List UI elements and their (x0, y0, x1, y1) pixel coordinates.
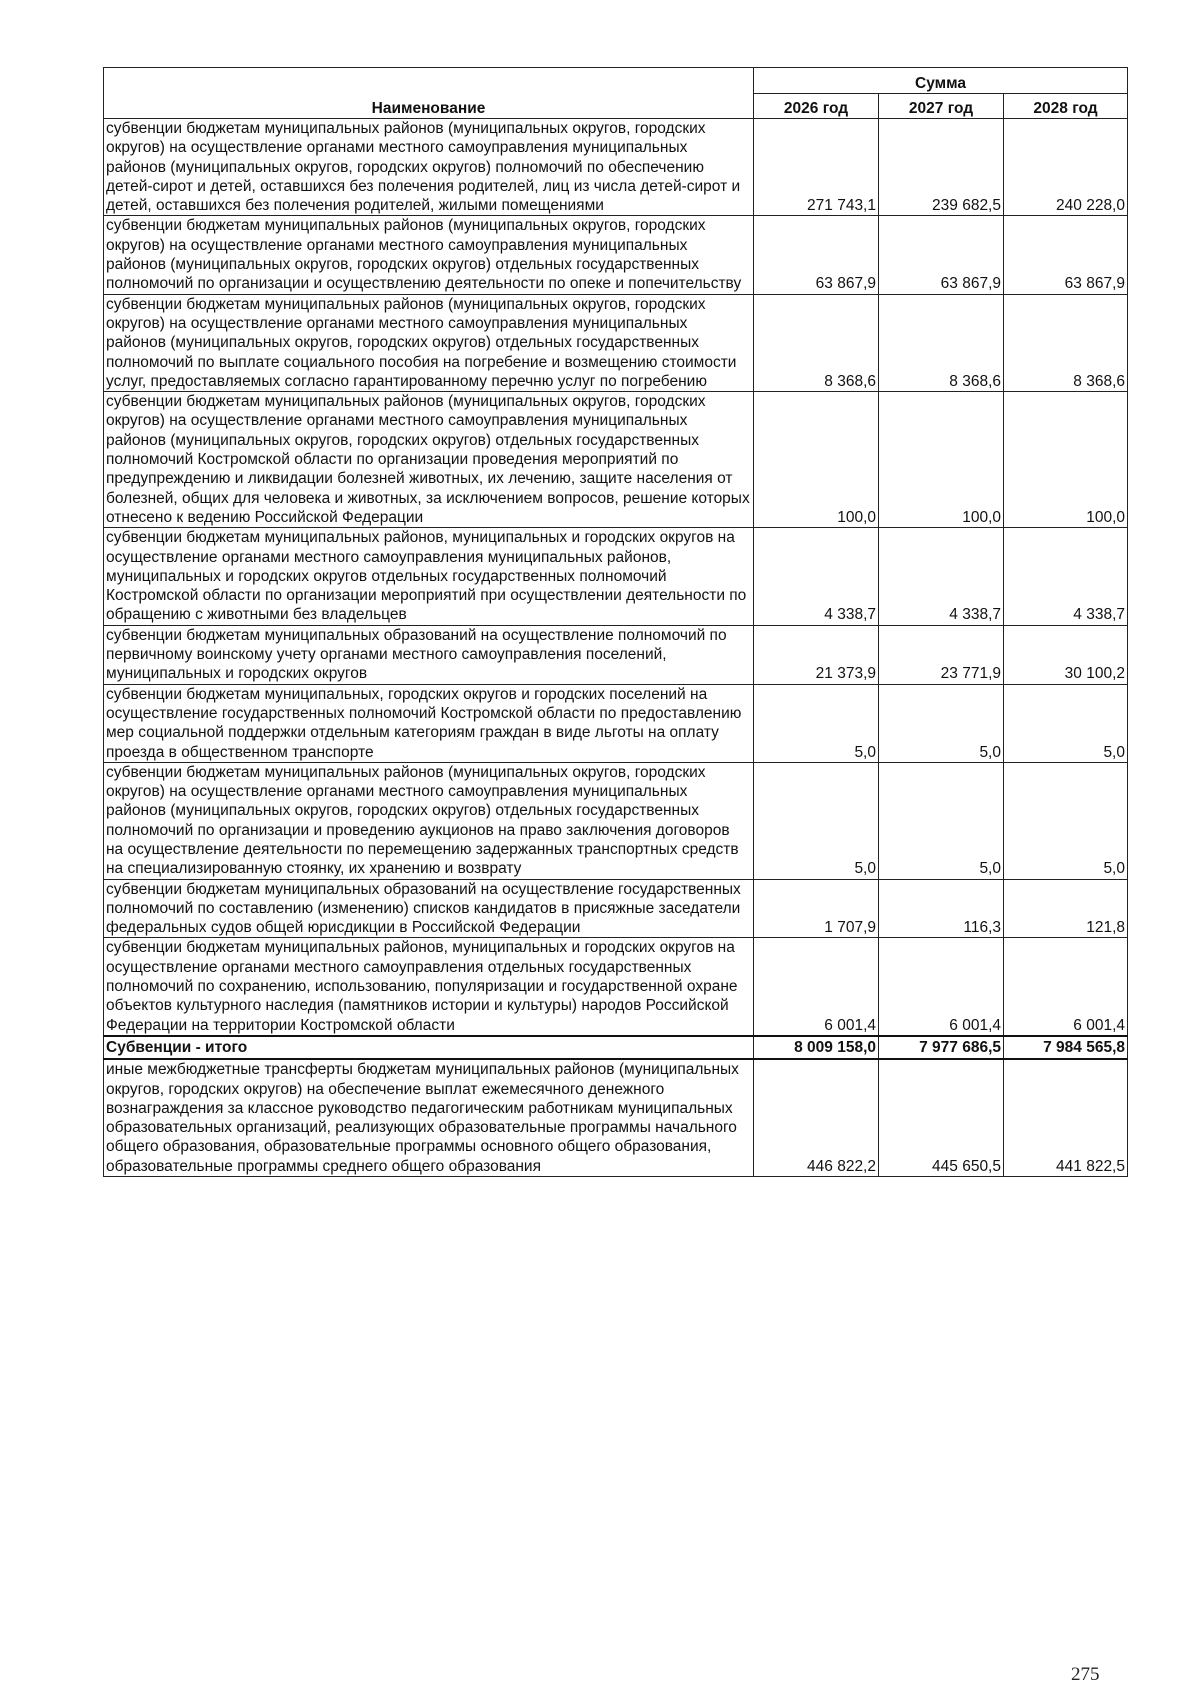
row-value-2028: 63 867,9 (1004, 216, 1128, 294)
total-value-2028: 7 984 565,8 (1004, 1036, 1128, 1059)
total-value-2026: 8 009 158,0 (754, 1036, 879, 1059)
column-header-2026: 2026 год (754, 94, 879, 119)
table-row (104, 938, 1128, 1036)
row-value-2028: 8 368,6 (1004, 294, 1128, 391)
row-value-2028: 5,0 (1004, 684, 1128, 762)
budget-table (103, 67, 1128, 1177)
table-row (104, 528, 1128, 625)
row-value-2028: 240 228,0 (1004, 119, 1128, 216)
row-value-2026: 6 001,4 (754, 938, 879, 1036)
row-name: субвенции бюджетам муниципальных районов (муниципальных округов, городских округов) на осуществление органами местного самоуправления муниципальных районов (муниципальных округов, городских округов) отдельных государственных полномочий по организации и проведению аукционов на право заключения договоров на осуществление деятельности по перемещению задержанных транспортных средств на специализированную стоянку, их хранению и возврату (104, 762, 754, 879)
table-row (104, 392, 1128, 528)
row-value-2027: 5,0 (879, 762, 1004, 879)
row-name: субвенции бюджетам муниципальных районов (муниципальных округов, городских округов) на осуществление органами местного самоуправления муниципальных районов (муниципальных округов, городских округов) отдельных государственных полномочий Костромской области по организации проведения мероприятий по предупреждению и ликвидации болезней животных, их лечению, защите населения от болезней, общих для человека и животных, за исключением вопросов, решение которых отнесено к ведению Российской Федерации (104, 392, 754, 528)
column-header-name: Наименование (104, 68, 754, 119)
row-name: иные межбюджетные трансферты бюджетам муниципальных районов (муниципальных округов, городских округов) на обеспечение выплат ежемесячного денежного вознаграждения за классное руководство педагогическим работникам муниципальных образовательных организаций, реализующих образовательные программы начального общего образования, образовательные программы основного общего образования, образовательные программы среднего общего образования (104, 1059, 754, 1176)
page-number: 275 (1071, 1664, 1100, 1685)
row-name: субвенции бюджетам муниципальных районов (муниципальных округов, городских округов) на осуществление органами местного самоуправления муниципальных районов (муниципальных округов, городских округов) отдельных государственных полномочий по организации и осуществлению деятельности по опеке и попечительству (104, 216, 754, 294)
row-value-2026: 4 338,7 (754, 528, 879, 625)
row-value-2027: 6 001,4 (879, 938, 1004, 1036)
table-row (104, 216, 1128, 294)
table-row (104, 879, 1128, 938)
row-value-2027: 23 771,9 (879, 625, 1004, 684)
table-row (104, 684, 1128, 762)
row-value-2028: 30 100,2 (1004, 625, 1128, 684)
table-row (104, 762, 1128, 879)
column-header-sum: Сумма (754, 68, 1128, 94)
row-value-2026: 446 822,2 (754, 1059, 879, 1176)
total-label: Субвенции - итого (104, 1036, 754, 1059)
table-row (104, 1059, 1128, 1176)
row-value-2026: 8 368,6 (754, 294, 879, 391)
total-row (104, 1036, 1128, 1059)
table-row (104, 625, 1128, 684)
row-name: субвенции бюджетам муниципальных районов, муниципальных и городских округов на осуществление органами местного самоуправления отдельных государственных полномочий по сохранению, использованию, популяризации и государственной охране объектов культурного наследия (памятников истории и культуры) народов Российской Федерации на территории Костромской области (104, 938, 754, 1036)
row-value-2027: 4 338,7 (879, 528, 1004, 625)
row-value-2027: 5,0 (879, 684, 1004, 762)
row-value-2028: 100,0 (1004, 392, 1128, 528)
row-value-2026: 1 707,9 (754, 879, 879, 938)
row-value-2026: 21 373,9 (754, 625, 879, 684)
column-header-2027: 2027 год (879, 94, 1004, 119)
row-value-2027: 116,3 (879, 879, 1004, 938)
row-value-2026: 271 743,1 (754, 119, 879, 216)
row-name: субвенции бюджетам муниципальных районов (муниципальных округов, городских округов) на осуществление органами местного самоуправления муниципальных районов (муниципальных округов, городских округов) отдельных государственных полномочий по выплате социального пособия на погребение и возмещению стоимости услуг, предоставляемых согласно гарантированному перечню услуг по погребению (104, 294, 754, 391)
row-value-2027: 445 650,5 (879, 1059, 1004, 1176)
column-header-2028: 2028 год (1004, 94, 1128, 119)
row-name: субвенции бюджетам муниципальных районов (муниципальных округов, городских округов) на осуществление органами местного самоуправления муниципальных районов (муниципальных округов, городских округов) полномочий по обеспечению детей-сирот и детей, оставшихся без полечения родителей, лиц из числа детей-сирот и детей, оставшихся без полечения родителей, жилыми помещениями (104, 119, 754, 216)
row-name: субвенции бюджетам муниципальных образований на осуществление государственных полномочий по составлению (изменению) списков кандидатов в присяжные заседатели федеральных судов общей юрисдикции в Российской Федерации (104, 879, 754, 938)
row-value-2026: 100,0 (754, 392, 879, 528)
row-name: субвенции бюджетам муниципальных образований на осуществление полномочий по первичному воинскому учету органами местного самоуправления поселений, муниципальных и городских округов (104, 625, 754, 684)
row-value-2028: 5,0 (1004, 762, 1128, 879)
row-name: субвенции бюджетам муниципальных районов, муниципальных и городских округов на осуществление органами местного самоуправления муниципальных районов, муниципальных и городских округов отдельных государственных полномочий Костромской области по организации мероприятий при осуществлении деятельности по обращению с животными без владельцев (104, 528, 754, 625)
row-value-2026: 63 867,9 (754, 216, 879, 294)
total-value-2027: 7 977 686,5 (879, 1036, 1004, 1059)
row-value-2027: 8 368,6 (879, 294, 1004, 391)
row-value-2026: 5,0 (754, 684, 879, 762)
row-value-2028: 121,8 (1004, 879, 1128, 938)
row-value-2028: 4 338,7 (1004, 528, 1128, 625)
table-row (104, 119, 1128, 216)
table-body (104, 119, 1128, 1177)
row-value-2027: 239 682,5 (879, 119, 1004, 216)
row-value-2028: 441 822,5 (1004, 1059, 1128, 1176)
table-row (104, 294, 1128, 391)
row-name: субвенции бюджетам муниципальных, городских округов и городских поселений на осуществление государственных полномочий Костромской области по предоставлению мер социальной поддержки отдельным категориям граждан в виде льготы на оплату проезда в общественном транспорте (104, 684, 754, 762)
row-value-2027: 100,0 (879, 392, 1004, 528)
row-value-2028: 6 001,4 (1004, 938, 1128, 1036)
row-value-2026: 5,0 (754, 762, 879, 879)
row-value-2027: 63 867,9 (879, 216, 1004, 294)
